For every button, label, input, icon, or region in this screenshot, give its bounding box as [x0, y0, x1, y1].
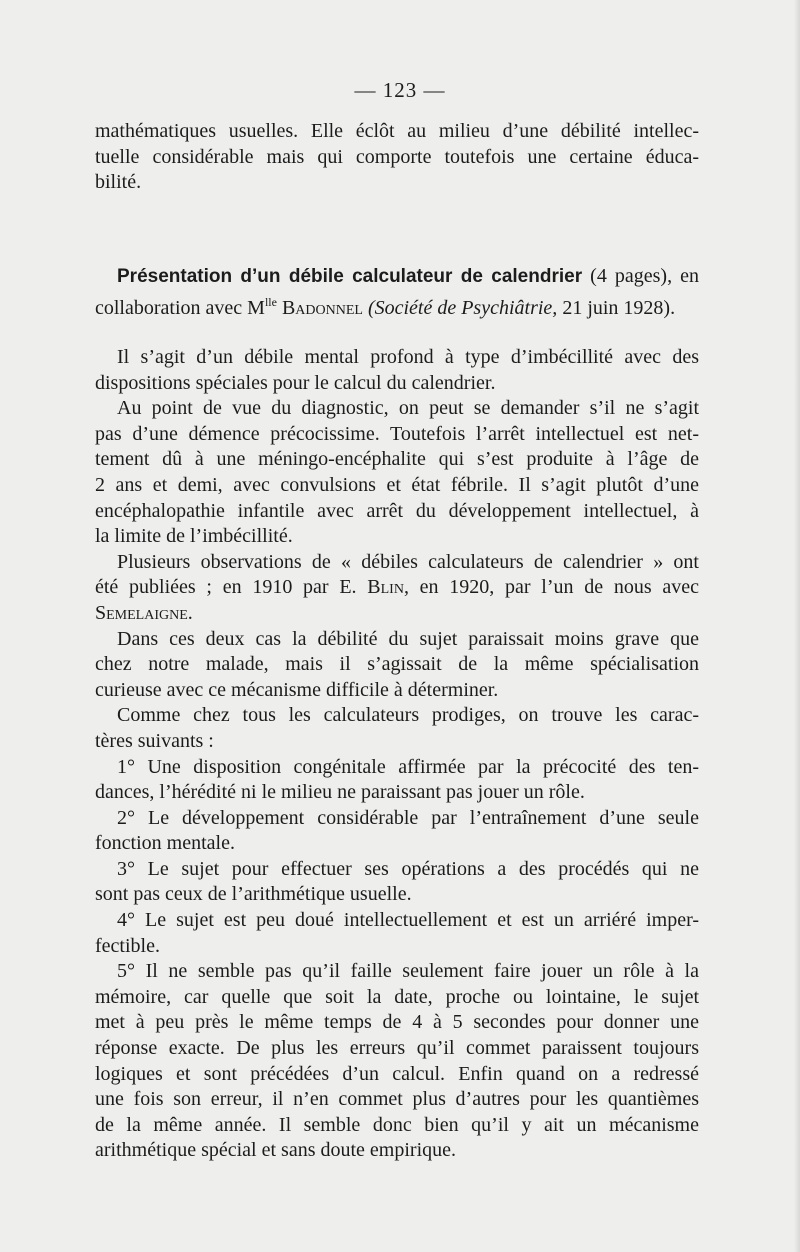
text-fragment: .: [187, 601, 193, 624]
text-line: une fois son erreur, il n’en commet plus d’autres pour les quantièmes: [95, 1088, 699, 1111]
text-line: sont pas ceux de l’arithmétique usuelle.: [95, 883, 412, 906]
text-line: mémoire, car quelle que soit la date, proche ou lointaine, le sujet: [95, 985, 699, 1008]
list-item: 2° Le développement considérable par l’entraînement d’une seule: [117, 806, 699, 829]
page-number: — 123 —: [354, 78, 446, 102]
text-line: fectible.: [95, 934, 160, 957]
entry-pages: (4 pages), en: [590, 265, 700, 287]
text-line: dispositions spéciales pour le calcul du calendrier.: [95, 371, 496, 394]
text-line: encéphalopathie infantile avec arrêt du développement intellectuel, à: [95, 499, 699, 522]
list-item: 3° Le sujet pour effectuer ses opérations a des procédés qui ne: [117, 857, 699, 880]
collab-date: 21 juin 1928).: [562, 296, 676, 319]
author-name: Blin: [367, 576, 404, 599]
text-line: met à peu près le même temps de 4 à 5 secondes pour donner une: [95, 1011, 699, 1034]
collab-journal: (Société de Psychiâtrie,: [367, 296, 558, 319]
text-line: 2 ans et demi, avec convulsions et état fébrile. Il s’agit plutôt d’une: [95, 473, 699, 496]
text-line: tuelle considérable mais qui comporte toutefois une certaine éduca-: [95, 145, 699, 168]
text-line: Dans ces deux cas la débilité du sujet paraissait moins grave que: [117, 627, 699, 650]
text-line: fonction mentale.: [95, 832, 235, 855]
text-line: Comme chez tous les calculateurs prodiges, on trouve les carac-: [117, 704, 699, 727]
text-fragment: , en 1920, par l’un de nous avec: [403, 576, 700, 599]
list-item: 1° Une disposition congénitale affirmée par la précocité des ten-: [117, 755, 699, 778]
text-line: tement dû à une méningo-encéphalite qui s’est produite à l’âge de: [95, 448, 699, 471]
publication-entry: [95, 264, 699, 321]
author-name: Semelaigne: [95, 601, 188, 624]
text-line: bilité.: [95, 171, 142, 194]
text-line: chez notre malade, mais il s’agissait de la même spécialisation: [95, 653, 699, 676]
text-line: Au point de vue du diagnostic, on peut se demander s’il ne s’agit: [117, 397, 699, 420]
collab-prefix: collaboration avec M: [95, 296, 265, 319]
text-line: dances, l’hérédité ni le milieu ne paraissant pas jouer un rôle.: [95, 781, 585, 804]
list-item: 4° Le sujet est peu doué intellectuellement et est un arriéré imper-: [117, 909, 699, 932]
collab-name: Badonnel: [281, 296, 363, 319]
page-edge-shadow: [794, 0, 800, 1252]
collab-sup: lle: [264, 294, 277, 309]
text-line: la limite de l’imbécillité.: [95, 525, 293, 548]
text-line: arithmétique spécial et sans doute empirique.: [95, 1139, 456, 1162]
text-fragment: été publiées ; en 1910 par E.: [95, 576, 357, 599]
text-line: mathématiques usuelles. Elle éclôt au milieu d’une débilité intellec-: [95, 120, 699, 142]
text-line: logiques et sont précédées d’un calcul. Enfin quand on a redressé: [95, 1062, 699, 1085]
text-line: Il s’agit d’un débile mental profond à type d’imbécillité avec des: [117, 346, 699, 368]
text-line: tères suivants :: [95, 729, 214, 752]
text-line: Plusieurs observations de « débiles calculateurs de calendrier » ont: [117, 550, 699, 573]
list-item: 5° Il ne semble pas qu’il faille seulement faire jouer un rôle à la: [117, 960, 699, 983]
text-line: de la même année. Il semble donc bien qu’il y ait un mécanisme: [95, 1113, 699, 1136]
body-text: [95, 345, 699, 1164]
text-line: pas d’une démence précocissime. Toutefois l’arrêt intellectuel est net-: [95, 422, 699, 445]
text-line: réponse exacte. De plus les erreurs qu’il commet paraissent toujours: [95, 1037, 699, 1060]
text-line: curieuse avec ce mécanisme difficile à déterminer.: [95, 678, 499, 701]
intro-paragraph: [95, 119, 699, 196]
entry-title: Présentation d’un débile calculateur de calendrier: [117, 266, 583, 287]
